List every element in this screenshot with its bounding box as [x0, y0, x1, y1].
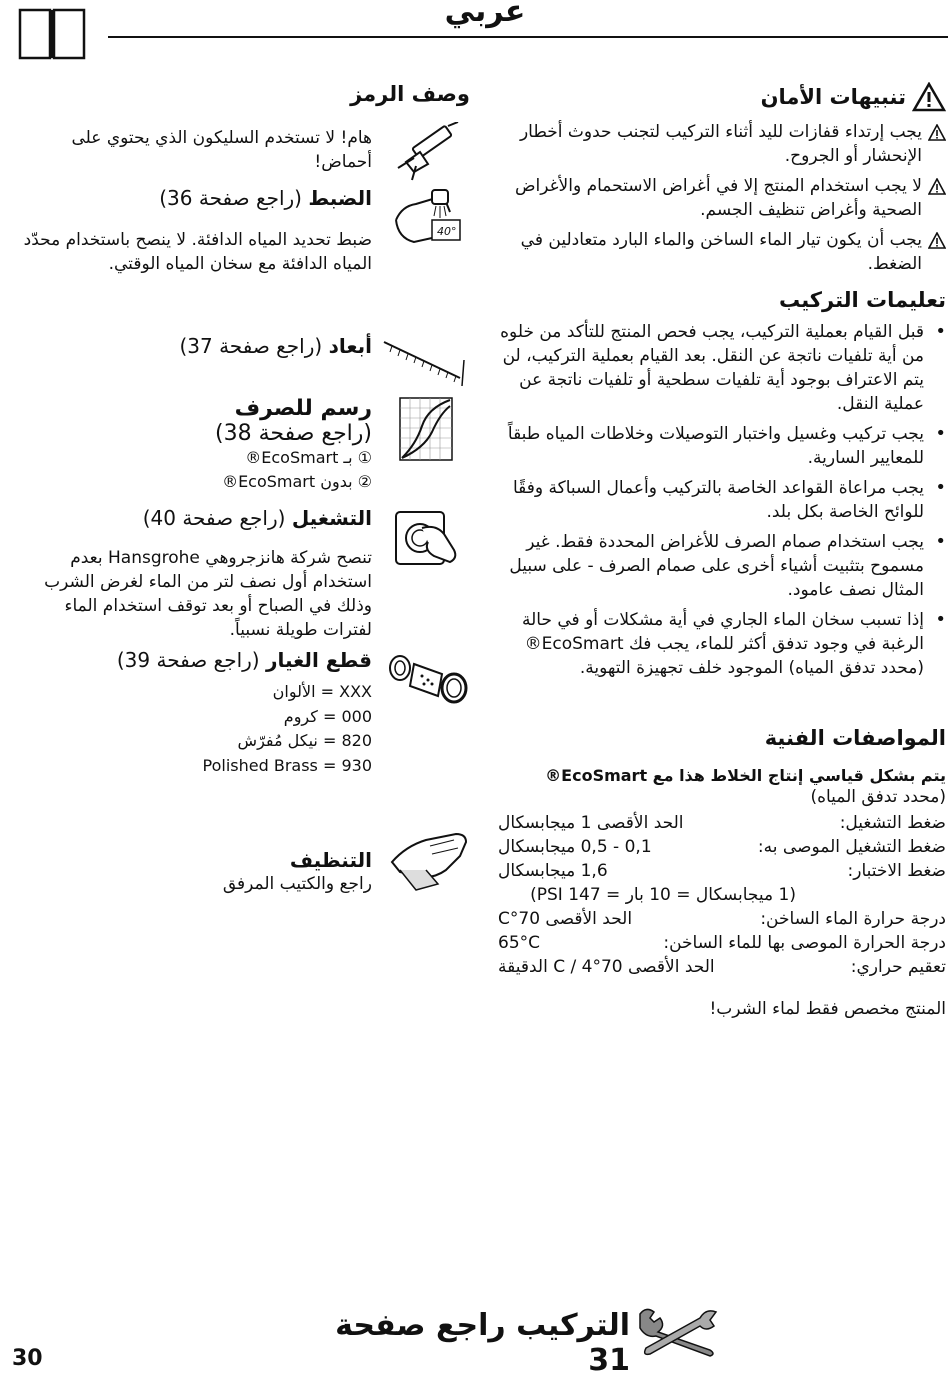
install-item-text: قبل القيام بعملية التركيب، يجب فحص المنتج للتأكد من خلوه من أية تلفيات ناتجة عن النقل. بعد القيام بعملية التركيب، لن يتم الاعتراف بوجود أية تلفيات سطحية أو تلفيات ناتجة عن عملية النقل.	[500, 322, 924, 414]
adjust-text: ضبط تحديد المياه الدافئة. لا ينصح باستخدام محدّد المياه الدافئة مع سخان المياه الوقتي.	[23, 230, 372, 274]
thermometer-hand-icon	[392, 186, 464, 248]
spec-row	[498, 859, 946, 883]
install-item: • يجب استخدام صمام الصرف للأغراض المحددة فقط. غير مسموح بتثبيت أشياء أخرى على صمام الصرف - على سبيل المثال نصف عامود.	[498, 530, 946, 602]
silicone-warning: هام! لا تستخدم السليكون الذي يحتوي على أحماض!	[71, 128, 372, 172]
parts-item: 000 = كروم	[283, 706, 372, 726]
page-number: 30	[12, 1346, 43, 1371]
spec-label: (1 ميجابسكال = 10 بار = 147 PSI)	[530, 885, 796, 905]
tech-spec-table	[498, 811, 946, 979]
op-title: التشغيل	[291, 506, 372, 530]
wrench-tools-icon	[636, 1304, 718, 1358]
operation-hand-icon	[392, 506, 462, 568]
symbols-title-text: وصف الرمز	[350, 82, 470, 106]
warning-small-icon	[928, 232, 946, 250]
spec-value: الحد الأقصى 70°C	[498, 909, 633, 929]
ruler-icon	[382, 330, 466, 388]
clean-text: راجع والكتيب المرفق	[222, 874, 372, 894]
warning-icon	[912, 82, 946, 112]
warning-small-icon	[928, 124, 946, 142]
spec-row	[498, 955, 946, 979]
tech-title: المواصفات الفنية	[764, 726, 946, 750]
install-item-text: يجب تركيب وغسيل واختبار التوصيلات وخلاطات المياه طبقاً للمعايير السارية.	[507, 424, 924, 468]
safety-item	[498, 120, 946, 168]
spec-row	[498, 835, 946, 859]
flow-item: ① بـ EcoSmart®	[245, 448, 372, 467]
book-icon	[18, 6, 86, 62]
tech-intro: يتم بشكل قياسي إنتاج الخلاط هذا مع EcoSmart®	[545, 766, 946, 785]
spec-row	[498, 931, 946, 955]
footer-install-ref: التركيب راجع صفحة 31	[335, 1308, 630, 1378]
spec-row	[498, 883, 946, 907]
safety-item-text: يجب إرتداء قفازات لليد أثناء التركيب لتجنب حدوث أخطار الإنحشار أو الجروح.	[519, 122, 922, 166]
op-text: تنصح شركة هانزجروهي Hansgrohe بعدم استخدام أول نصف لتر من الماء لغرض الشرب وذلك في الصباح أو بعد توقف استخدام الماء لفترات طويلة نسبياً.	[44, 548, 372, 640]
spec-label: درجة حرارة الماء الساخن:	[760, 909, 946, 929]
thermo-label: 40°	[437, 225, 457, 238]
install-item: • قبل القيام بعملية التركيب، يجب فحص المنتج للتأكد من خلوه من أية تلفيات ناتجة عن النقل. بعد القيام بعملية التركيب، لن يتم الاعتراف بوجود أية تلفيات سطحية أو تلفيات ناتجة عن عملية النقل.	[498, 320, 946, 416]
spec-label: ضغط التشغيل:	[839, 813, 946, 833]
flow-title: رسم للصرف	[234, 396, 372, 421]
parts-item: 820 = نيكل مُفرّش	[237, 731, 372, 750]
install-item-text: يجب مراعاة القواعد الخاصة بالتركيب وأعمال السباكة وفقًا للوائح الخاصة بكل بلد.	[513, 478, 924, 522]
warning-small-icon	[928, 178, 946, 196]
spec-label: درجة الحرارة الموصى بها للماء الساخن:	[663, 933, 946, 953]
flow-item: ② بدون EcoSmart®	[222, 472, 372, 491]
spec-label: تعقيم حراري:	[850, 957, 946, 977]
flow-page-ref: (راجع صفحة 38)	[214, 421, 372, 446]
flow-chart-icon	[398, 396, 454, 462]
parts-title: قطع الغيار	[265, 648, 372, 672]
clean-heading	[12, 848, 372, 896]
install-item-text: يجب استخدام صمام الصرف للأغراض المحددة فقط. غير مسموح بتثبيت أشياء أخرى على صمام الصرف - على سبيل المثال نصف عامود.	[509, 532, 924, 600]
flow-heading	[12, 396, 372, 494]
parts-item: Polished Brass = 930	[202, 755, 372, 775]
safety-title: تنبيهات الأمان	[760, 85, 906, 109]
install-item-text: إذا تسبب سخان الماء الجاري في أية مشكلات أو في حالة الرغبة في وجود تدفق أكثر للماء، يجب فك EcoSmart® (محدد تدفق المياه) الموجود خلف تجهيزة التهوية.	[521, 610, 924, 678]
header-rule	[108, 36, 948, 38]
spec-label: ضغط التشغيل الموصى به:	[757, 837, 946, 857]
install-section	[498, 288, 946, 686]
spec-value: 65°C	[498, 933, 541, 953]
parts-heading	[12, 648, 372, 672]
spare-parts-icon	[386, 650, 470, 706]
tech-intro-sub: (محدد تدفق المياه)	[810, 787, 946, 807]
parts-item: XXX = الألوان	[272, 682, 372, 701]
spec-value: الحد الأقصى 70°C / 4 الدقيقة	[498, 957, 715, 977]
safety-item-text: لا يجب استخدام المنتج إلا في أغراض الاستحمام والأغراض الصحية وأغراض تنظيف الجسم.	[515, 176, 922, 220]
page-language-title: عربي	[444, 0, 526, 29]
op-page-ref: (راجع صفحة 40)	[142, 506, 292, 530]
dims-heading	[12, 334, 372, 358]
safety-item	[498, 228, 946, 276]
symbols-title	[12, 82, 470, 106]
dims-title: أبعاد	[328, 334, 372, 358]
safety-item	[498, 174, 946, 222]
spec-label: ضغط الاختبار:	[847, 861, 946, 881]
dims-page-ref: (راجع صفحة 37)	[179, 334, 329, 358]
op-heading	[12, 506, 372, 530]
tech-note: المنتج مخصص فقط لماء الشرب!	[709, 999, 946, 1019]
spec-row	[498, 907, 946, 931]
adjust-title: الضبط	[308, 186, 372, 210]
safety-item-text: يجب أن يكون تيار الماء الساخن والماء البارد متعادلين في الضغط.	[520, 230, 922, 274]
install-item: • إذا تسبب سخان الماء الجاري في أية مشكلات أو في حالة الرغبة في وجود تدفق أكثر للماء، يجب فك EcoSmart® (محدد تدفق المياه) الموجود خلف تجهيزة التهوية.	[498, 608, 946, 680]
parts-page-ref: (راجع صفحة 39)	[116, 648, 266, 672]
install-title: تعليمات التركيب	[779, 288, 946, 312]
clean-title: التنظيف	[289, 848, 372, 872]
cleaning-hand-icon	[386, 826, 472, 896]
parts-list	[12, 680, 372, 778]
safety-section	[498, 82, 946, 282]
adjust-page-ref: (راجع صفحة 36)	[159, 186, 309, 210]
tech-section	[498, 726, 946, 1021]
spec-row	[498, 811, 946, 835]
install-item: • يجب تركيب وغسيل واختبار التوصيلات وخلاطات المياه طبقاً للمعايير السارية.	[498, 422, 946, 470]
spec-value: الحد الأقصى 1 ميجابسكال	[498, 813, 684, 833]
spec-value: 0,1 - 0,5 ميجابسكال	[498, 837, 652, 857]
silicone-gun-icon	[392, 122, 462, 182]
adjust-heading	[12, 186, 372, 210]
install-item: • يجب مراعاة القواعد الخاصة بالتركيب وأعمال السباكة وفقًا للوائح الخاصة بكل بلد.	[498, 476, 946, 524]
spec-value: 1,6 ميجابسكال	[498, 861, 608, 881]
